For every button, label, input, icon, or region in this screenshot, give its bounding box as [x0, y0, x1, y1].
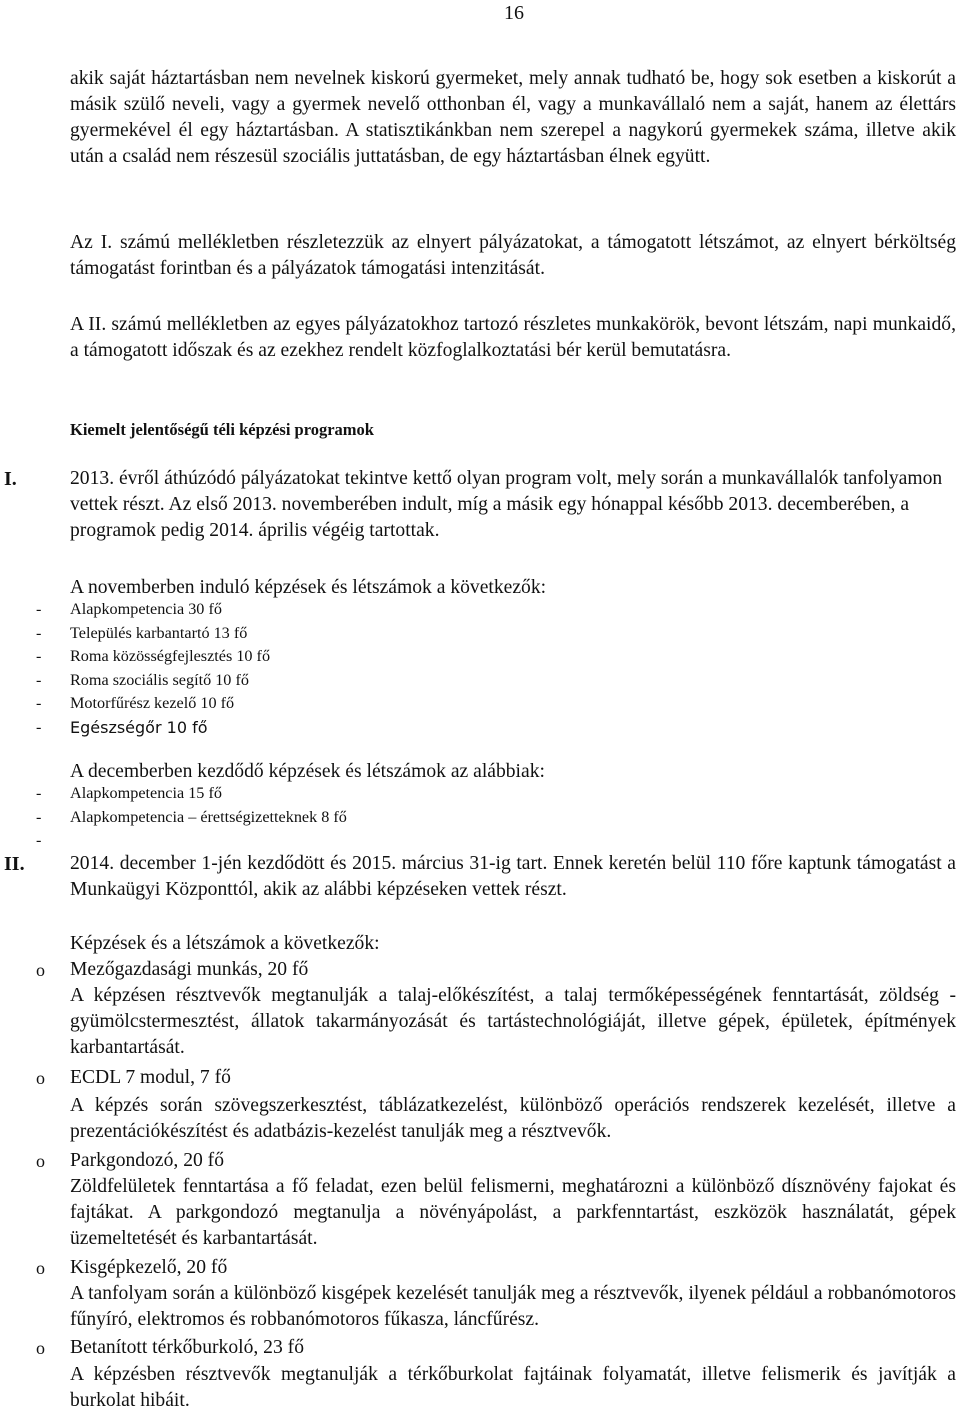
list-dash: - [36, 694, 42, 712]
paragraph-annex-1: Az I. számú mellékletben részletezzük az elnyert pályázatokat, a támogatott létszámot, az elnyert bérköltség támogatást forintban és a pályázatok támogatási intenzitását. [70, 232, 956, 279]
list-dash: - [36, 623, 42, 642]
bullet-icon: o [36, 1338, 45, 1358]
section-heading: Kiemelt jelentőségű téli képzési programok [70, 420, 374, 439]
december-intro: A decemberben kezdődő képzések és létszámok az alábbiak: [70, 761, 545, 782]
list-dash: - [36, 784, 42, 802]
training-description: A képzésben résztvevők megtanulják a térkőburkolat fajtáinak folyamatát, illetve felismerik és javítják a burkolat hibáit. [70, 1364, 956, 1411]
list-dash: - [36, 647, 42, 665]
bullet-icon: o [36, 1258, 45, 1278]
november-intro: A novemberben induló képzések és létszámok a következők: [70, 577, 547, 598]
training-description: Zöldfelületek fenntartása a fő feladat, ezen belül felismerni, meghatározni a különböző dísznövény fajokat és fajtákat. A parkgondozó megtanulja a növényápolást, a parkfenntartást, eszközök használatát, gépek üzemeltetését és karbantartását. [70, 1176, 956, 1249]
training-title: Mezőgazdasági munkás, 20 fő [70, 959, 309, 980]
training-title: Kisgépkezelő, 20 fő [70, 1257, 228, 1278]
list-dash: - [36, 670, 42, 689]
list-dash: - [36, 807, 42, 826]
training-description: A képzésen résztvevők megtanulják a talaj-előkészítést, a talaj termőképességének fenntartását, zöldség - gyümölcstermesztést, állatok takarmányozását és tartástechnológiáját, illetve gépek, épületek, építmények karbantartását. [70, 985, 956, 1058]
section-2-text: 2014. december 1-jén kezdődött és 2015. március 31-ig tart. Ennek keretén belül 110 főre kaptunk támogatást a Munkaügyi Központtól, akik az alábbi képzéseken vettek részt. [70, 853, 956, 900]
page-number: 16 [504, 2, 524, 24]
training-description: A képzés során szövegszerkesztést, táblázatkezelést, különböző operációs rendszerek kezelését, illetve a prezentációkészítést és adatbázis-kezelést tanulják meg a résztvevők. [70, 1095, 956, 1142]
section-1-text: 2013. évről áthúzódó pályázatokat tekintve kettő olyan program volt, mely során a munkavállalók tanfolyamon vettek részt. Az első 2013. novemberében indult, míg a másik egy hónappal később 2013. decemberében, a programok pedig 2014. április végéig tartottak. [70, 468, 943, 541]
training-title: Betanított térkőburkoló, 23 fő [70, 1337, 304, 1358]
section-1-roman: I. [4, 468, 17, 490]
list-dash: - [36, 600, 42, 618]
list-dash: - [36, 717, 42, 736]
training-description: A tanfolyam során a különböző kisgépek kezelését tanulják meg a résztvevők, ilyenek például a robbanómotoros fűnyíró, elektromos és robbanómotoros fűkasza, láncfűrész. [70, 1283, 956, 1330]
training-title: Parkgondozó, 20 fő [70, 1150, 225, 1171]
section-2-roman: II. [4, 853, 25, 875]
paragraph-annex-2: A II. számú mellékletben az egyes pályázatokhoz tartozó részletes munkakörök, bevont létszám, napi munkaidő, a támogatott időszak és az ezekhez rendelt közfoglalkoztatási bér kerül bemutatásra. [70, 314, 956, 361]
list-dash: - [36, 831, 42, 849]
trainings-intro: Képzések és a létszámok a következők: [70, 933, 380, 954]
bullet-icon: o [36, 1151, 45, 1171]
bullet-icon: o [36, 1068, 45, 1088]
bullet-icon: o [36, 960, 45, 980]
training-title: ECDL 7 modul, 7 fő [70, 1067, 231, 1088]
paragraph-household: akik saját háztartásban nem nevelnek kiskorú gyermeket, mely annak tudható be, hogy sok esetben a kiskorút a másik szülő neveli, vagy a gyermek nevelő otthonban él, vagy a munkavállaló nem a saját, hanem az élettárs gyermekével él egy háztartásban. A statisztikánkban nem szerepel a nagykorú gyermekek száma, illetve akik után a család nem részesül szociális juttatásban, de egy háztartásban élnek együtt. [70, 68, 956, 167]
